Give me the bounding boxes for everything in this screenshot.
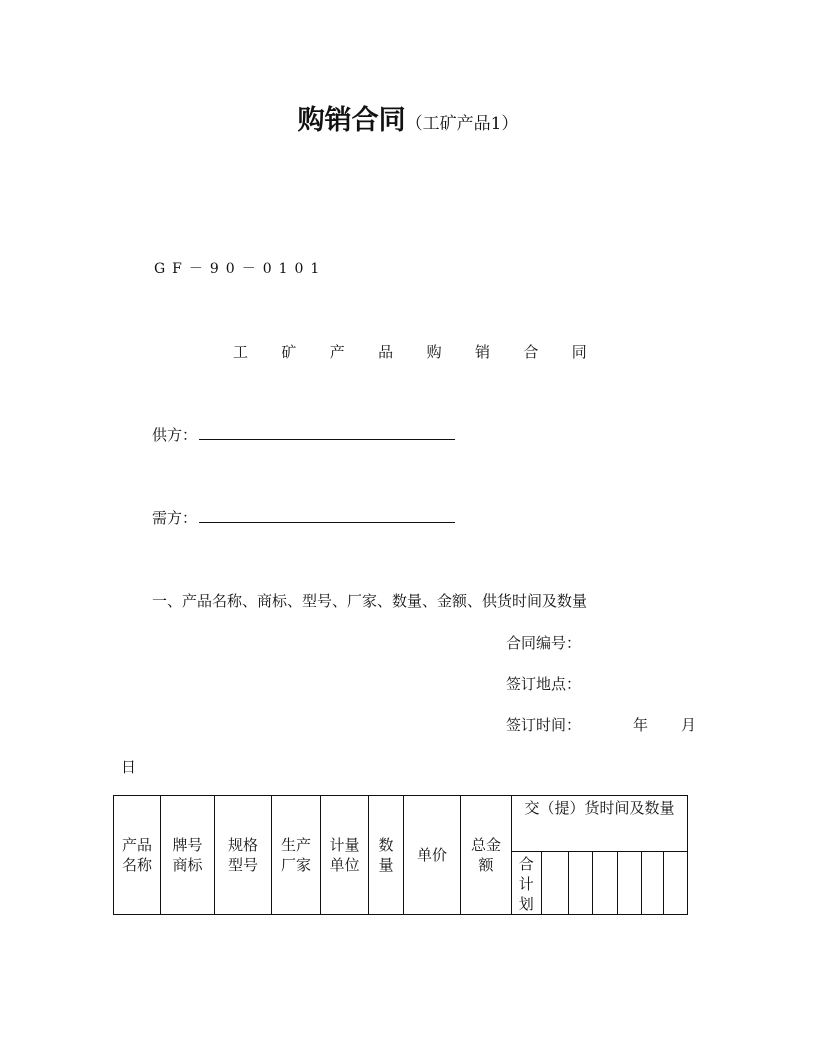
header-delivery: 交（提）货时间及数量: [512, 796, 688, 852]
header-total: 总金 额: [461, 796, 512, 915]
header-unit: 计量 单位: [321, 796, 369, 915]
buyer-field: [152, 507, 455, 528]
heading-char: 销: [474, 343, 490, 361]
header-maker: 生产 厂家: [272, 796, 321, 915]
title-main: 购销合同: [297, 105, 406, 136]
delivery-cell[interactable]: [593, 852, 617, 915]
form-code: GF－90－0101: [154, 261, 327, 277]
heading-char: 购: [426, 343, 442, 361]
delivery-cell[interactable]: [642, 852, 663, 915]
buyer-blank[interactable]: [199, 508, 455, 523]
title-sub: （工矿产品1）: [405, 114, 519, 134]
header-spec: 规格 型号: [215, 796, 272, 915]
delivery-cell[interactable]: [568, 852, 592, 915]
header-brand: 牌号 商标: [161, 796, 215, 915]
supplier-field: [152, 424, 455, 445]
supplier-blank[interactable]: [199, 425, 455, 440]
heading-char: 合: [523, 343, 539, 361]
delivery-cell[interactable]: [541, 852, 568, 915]
delivery-cell[interactable]: [663, 852, 687, 915]
year-label: 年: [633, 716, 649, 734]
header-product-name: 产品 名称: [114, 796, 161, 915]
heading-char: 矿: [281, 343, 297, 361]
header-qty: 数 量: [369, 796, 404, 915]
month-label: 月: [681, 716, 697, 734]
header-price: 单价: [404, 796, 461, 915]
contract-no-label: 合同编号：: [506, 634, 582, 652]
sign-time-label: 签订时间：: [506, 716, 582, 734]
product-table: [113, 795, 688, 915]
section-1-heading: 一、产品名称、商标、型号、厂家、数量、金额、供货时间及数量: [152, 592, 588, 610]
heading-char: 产: [329, 343, 345, 361]
header-plan: 合 计 划: [512, 852, 542, 915]
heading-char: 同: [571, 343, 587, 361]
heading-char: 工: [233, 343, 249, 361]
sign-place-label: 签订地点：: [506, 675, 582, 693]
supplier-label: 供方：: [152, 426, 198, 444]
spaced-heading: [233, 341, 620, 362]
heading-char: 品: [378, 343, 394, 361]
day-label: 日: [121, 758, 137, 776]
delivery-cell[interactable]: [617, 852, 641, 915]
buyer-label: 需方：: [152, 509, 198, 527]
document-title: [0, 98, 816, 137]
